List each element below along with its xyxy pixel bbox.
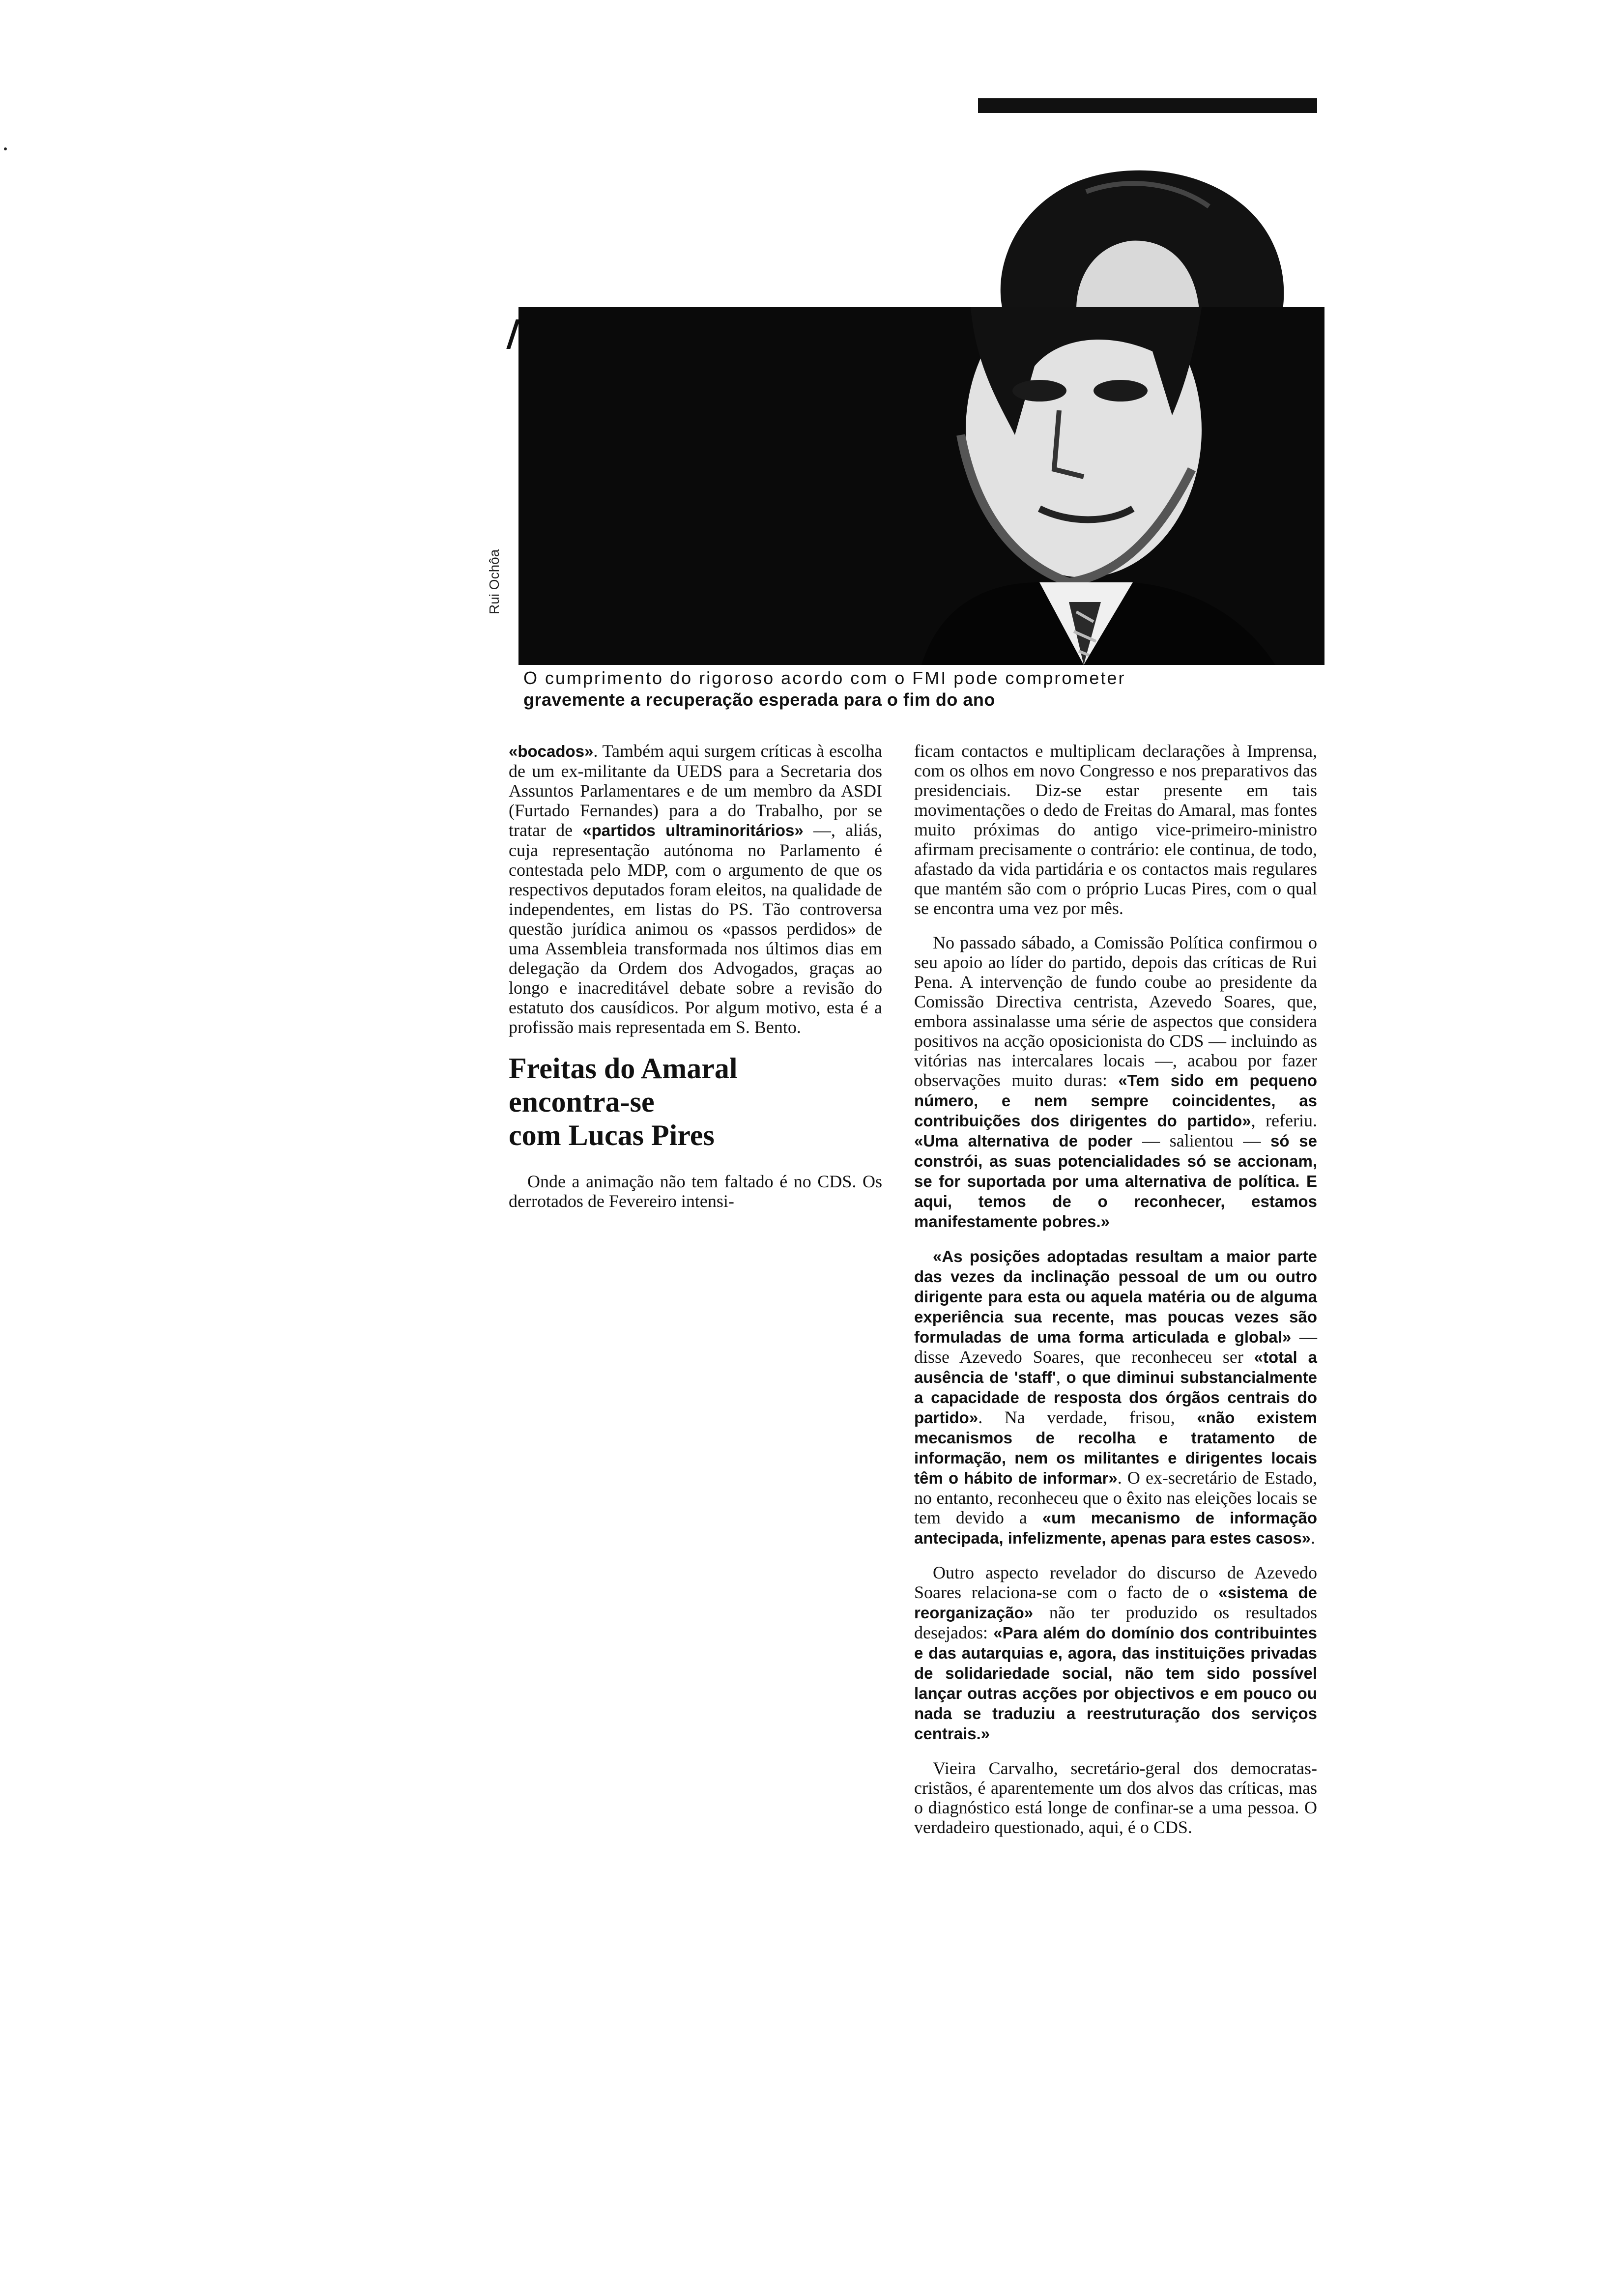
body-text: . Na verdade, frisou, [978, 1407, 1197, 1427]
body-text: , [1056, 1367, 1066, 1387]
bold-quote-text: «As posições adoptadas resultam a maior parte das vezes da inclinação pessoal de um ou outro dirigente para esta ou aquela matéria ou de alguma experiência sua recente, mas poucas vezes são formuladas de uma forma articulada e global» [914, 1247, 1317, 1346]
article-paragraph: Onde a animação não tem faltado é no CDS. Os derrotados de Fevereiro intensi- [509, 1172, 882, 1211]
slash-mark [506, 319, 519, 349]
photo-caption [523, 667, 1320, 711]
body-text: . O ex-secretário de Estado, no entanto, reconheceu que o êxito nas eleições locais se tem devido a [914, 1468, 1318, 1527]
article-paragraph: ficam contactos e multiplicam declarações à Imprensa, com os olhos em novo Congresso e nos preparativos das presidenciais. Diz-se estar presente em tais movimentações o dedo de Freitas do Amaral, mas fontes muito próximas do antigo vice-primeiro-ministro afirmam precisamente o contrário: ele continua, de todo, afastado da vida partidária e os contactos mais regulares que mantém são com o próprio Lucas Pires, com o qual se encontra uma vez por mês. [914, 741, 1317, 918]
article-paragraph [914, 1563, 1317, 1744]
article-paragraph [914, 1246, 1317, 1548]
body-text: — disse Azevedo Soares, que reconheceu ser [914, 1327, 1318, 1367]
stray-mark [4, 147, 7, 150]
caption-line-2: gravemente a recuperação esperada para o fim do ano [523, 689, 995, 710]
article-paragraph [914, 933, 1317, 1232]
bold-quote-text: «sistema de reorganização» [914, 1583, 1317, 1622]
section-subheading [509, 1052, 882, 1152]
bold-quote-text: «Tem sido em pequeno número, e nem sempre coincidentes, as contribuições dos dirigentes do partido» [914, 1071, 1317, 1130]
bold-quote-text: «total a ausência de 'staff' [914, 1348, 1317, 1386]
bold-quote-text: «um mecanismo de informação antecipada, infelizmente, apenas para estes casos» [914, 1509, 1317, 1547]
photo-credit: Rui Ochôa [487, 549, 502, 614]
bold-quote-text: «bocados» [509, 742, 594, 760]
header-rule [978, 98, 1317, 113]
article-column-right [914, 741, 1317, 1852]
portrait-photo [518, 307, 1324, 665]
bold-quote-text: «não existem mecanismos de recolha e tratamento de informação, nem os militantes e dirigentes locais têm o hábito de informar» [914, 1408, 1317, 1487]
article-paragraph [509, 741, 882, 1037]
body-text: Outro aspecto revelador do discurso de Azevedo Soares relaciona-se com o facto de o [914, 1563, 1317, 1602]
body-text: , referiu. [1251, 1111, 1317, 1130]
article-paragraph: Vieira Carvalho, secretário-geral dos democratas-cristãos, é aparentemente um dos alvos das críticas, mas o diagnóstico está longe de confinar-se a uma pessoa. O verdadeiro questionado, aqui, é o CDS. [914, 1758, 1317, 1837]
subheading-line: encontra-se [509, 1086, 655, 1118]
body-text: —, aliás, cuja representação autónoma no Parlamento é contestada pelo MDP, com o argumento de que os respectivos deputados foram eleitos, na qualidade de independentes, em listas do PS. Tão controversa questão jurídica animou os «passos perdidos» de uma Assembleia transformada nos últimos dias em delegação da Ordem dos Advogados, graças ao longo e inacreditável debate sobre a revisão do estatuto dos causídicos. Por algum motivo, esta é a profissão mais representada em S. Bento. [509, 820, 882, 1037]
bold-quote-text: só se constrói, as suas potencialidades só se accionam, se for suportada por uma alternativa de política. E aqui, temos de o reconhecer, estamos manifestamente pobres.» [914, 1132, 1317, 1231]
body-text: não ter produzido os resultados desejados: [914, 1603, 1317, 1642]
article-column-left [509, 741, 882, 1226]
bold-quote-text: «partidos ultraminoritários» [582, 821, 804, 839]
bold-quote-text: «Uma alternativa de poder [914, 1132, 1133, 1150]
body-text: . Também aqui surgem críticas à escolha de um ex-militante da UEDS para a Secretaria dos Assuntos Parlamentares e de um membro da ASDI (Furtado Fernandes) para a do Trabalho, por se tratar de [509, 741, 882, 840]
body-text: . [1311, 1528, 1316, 1548]
caption-line-1: O cumprimento do rigoroso acordo com o FMI pode comprometer [523, 668, 1126, 688]
subheading-line: Freitas do Amaral [509, 1052, 738, 1085]
body-text: No passado sábado, a Comissão Política confirmou o seu apoio ao líder do partido, depois das críticas de Rui Pena. A intervenção de fundo coube ao presidente da Comissão Directiva centrista, Azevedo Soares, que, embora assinalasse uma série de aspectos que considera positivos na acção oposicionista do CDS — incluindo as vitórias nas intercalares locais —, acabou por fazer observações muito duras: [914, 933, 1317, 1090]
portrait-photo-head [963, 147, 1307, 310]
bold-quote-text: «Para além do domínio dos contribuintes e das autarquias e, agora, das instituições privadas de solidariedade social, não tem sido possível lançar outras acções por objectivos e em pouco ou nada se traduziu a reestruturação dos serviços centrais.» [914, 1624, 1317, 1743]
bold-quote-text: o que diminui substancialmente a capacidade de resposta dos órgãos centrais do partido» [914, 1368, 1317, 1427]
body-text: — salientou — [1132, 1131, 1270, 1150]
subheading-line: com Lucas Pires [509, 1119, 715, 1151]
